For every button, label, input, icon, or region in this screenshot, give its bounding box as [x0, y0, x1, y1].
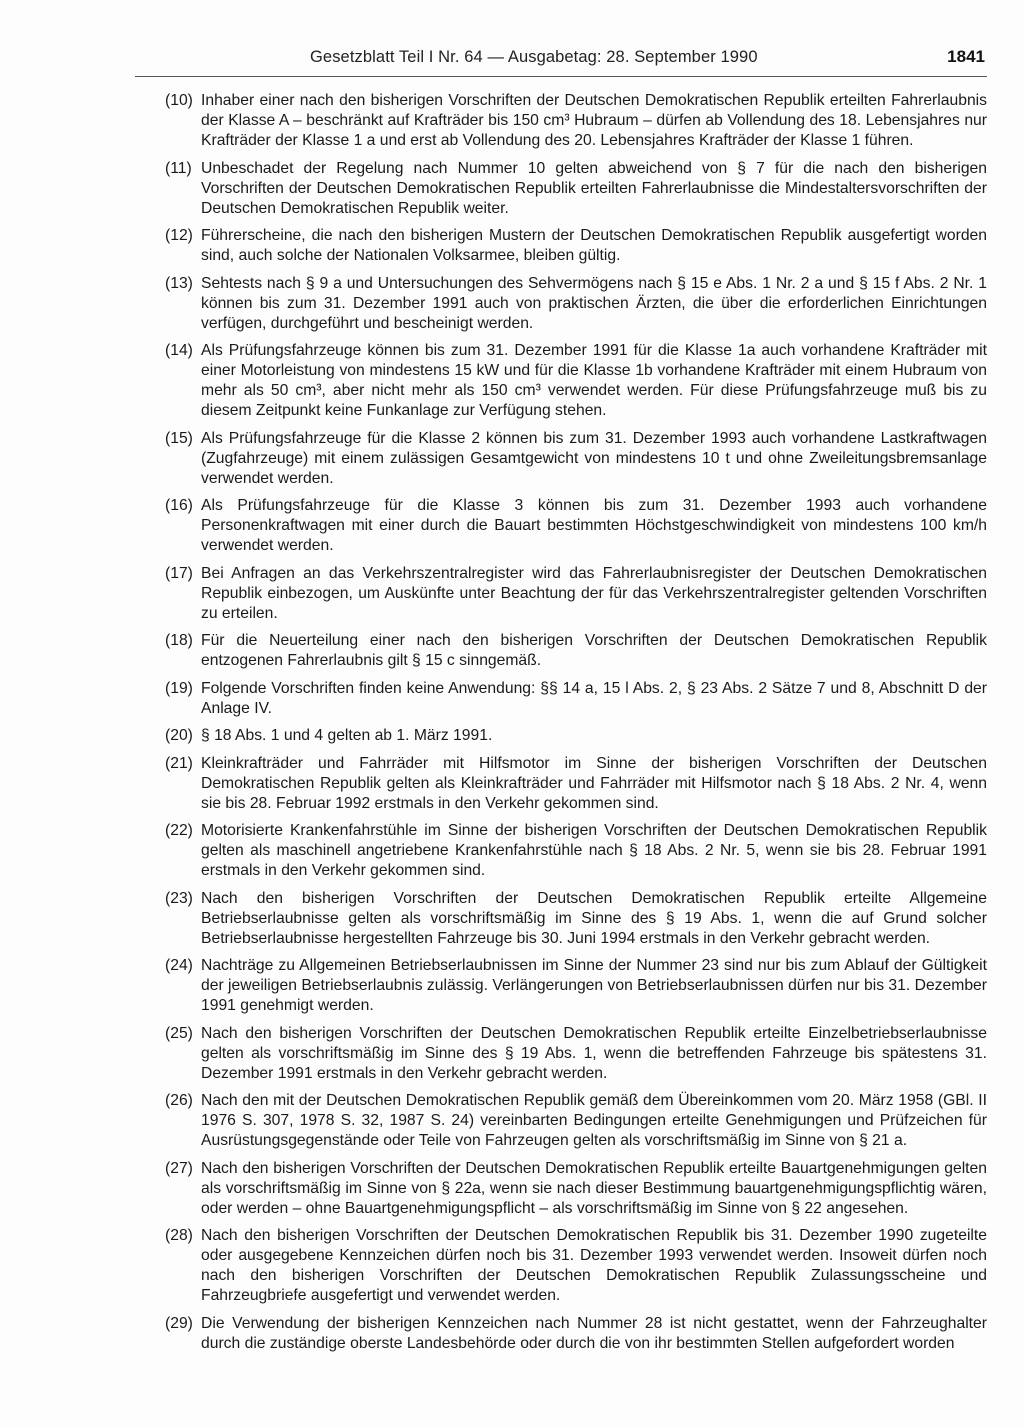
- provision-text: Nach den bisherigen Vorschriften der Deutschen Demokratischen Republik bis 31. Dezember 1990 zugeteilte oder ausgegebene Kennzeichen dürfen noch bis 31. Dezember 1993 verwendet werden. Insoweit dürfen noch nach den bisherigen Vorschriften der Deutschen Demokratischen Republik Zulassungsscheine und Fahrzeugbriefe ausgefertigt und verwendet werden.: [201, 1227, 987, 1304]
- provision-number: (11): [165, 159, 192, 177]
- provision-number: (12): [165, 227, 193, 244]
- provision-item: [165, 1314, 987, 1354]
- provision-item: [165, 226, 987, 266]
- provision-text: Führerscheine, die nach den bisherigen Mustern der Deutschen Demokratischen Republik ausgefertigt worden sind, auch solche der Nationalen Volksarmee, bleiben gültig.: [201, 227, 987, 264]
- provision-item: [165, 1159, 987, 1219]
- provision-number: (14): [165, 342, 193, 359]
- provision-number: (20): [165, 727, 193, 744]
- provision-item: [165, 429, 987, 489]
- provision-item: [165, 91, 987, 151]
- provision-number: (19): [165, 679, 193, 697]
- provision-text: Die Verwendung der bisherigen Kennzeichen nach Nummer 28 ist nicht gestattet, wenn der Fahrzeughalter durch die zuständige oberste Landesbehörde oder durch die von ihr bestimmten Stellen aufgefordert worden: [201, 1314, 987, 1352]
- provision-number: (18): [165, 632, 193, 649]
- provision-item: [165, 631, 987, 671]
- provision-text: Unbeschadet der Regelung nach Nummer 10 gelten abweichend von § 7 für die nach den bisherigen Vorschriften der Deutschen Demokratischen Republik erteilten Fahrerlaubnisse die Mindestaltersvorschriften der Deutschen Demokratischen Republik weiter.: [201, 159, 987, 217]
- provision-text: § 18 Abs. 1 und 4 gelten ab 1. März 1991.: [201, 727, 493, 744]
- provision-text: Nachträge zu Allgemeinen Betriebserlaubnissen im Sinne der Nummer 23 sind nur bis zum Ablauf der Gültigkeit der jeweiligen Betriebserlaubnis zulässig. Verlängerungen von Betriebserlaubnissen dürfen nur bis 31. Dezember 1991 genehmigt werden.: [201, 957, 987, 1014]
- provision-number: (16): [165, 497, 193, 514]
- provision-text: Kleinkrafträder und Fahrräder mit Hilfsmotor im Sinne der bisherigen Vorschriften der Deutschen Demokratischen Republik gelten als Kleinkrafträder und Fahrräder mit Hilfsmotor nach § 18 Abs. 2 Nr. 4, wenn sie bis 28. Februar 1992 erstmals in den Verkehr gekommen sind.: [201, 754, 987, 812]
- provision-item: [165, 726, 987, 746]
- provision-text: Als Prüfungsfahrzeuge für die Klasse 3 können bis zum 31. Dezember 1993 auch vorhandene Personenkraftwagen mit einer durch die Bauart bestimmten Höchstgeschwindigkeit von mindestens 100 km/h verwendet werden.: [201, 497, 987, 554]
- provision-item: [165, 564, 987, 624]
- provision-item: [165, 956, 987, 1016]
- provision-text: Nach den bisherigen Vorschriften der Deutschen Demokratischen Republik erteilte Allgemeine Betriebserlaubnisse gelten als vorschriftsmäßig im Sinne des § 19 Abs. 1, wenn die auf Grund solcher Betriebserlaubnisse hergestellten Fahrzeuge bis 30. Juni 1994 erstmals in den Verkehr gebracht werden.: [201, 889, 987, 947]
- header-title: Gesetzblatt Teil I Nr. 64 — Ausgabetag: 28. September 1990: [310, 48, 758, 66]
- provision-text: Nach den bisherigen Vorschriften der Deutschen Demokratischen Republik erteilte Bauartgenehmigungen gelten als vorschriftsmäßig im Sinne von § 22a, wenn sie nach dieser Bestimmung bauartgenehmigungspflichtig wären, oder werden – ohne Bauartgenehmigungspflicht – als vorschriftsmäßig im Sinne von § 22 angesehen.: [201, 1159, 987, 1217]
- provision-text: Als Prüfungsfahrzeuge können bis zum 31. Dezember 1991 für die Klasse 1a auch vorhandene Krafträder mit einer Motorleistung von mindestens 15 kW und für die Klasse 1b vorhandene Krafträder mit einem Hubraum von mehr als 50 cm³, aber nicht mehr als 150 cm³ verwendet werden. Für diese Prüfungsfahrzeuge muß bis zu diesem Zeitpunkt keine Funkanlage zur Verfügung stehen.: [201, 342, 987, 419]
- provision-number: (24): [165, 957, 193, 974]
- provision-number: (21): [165, 754, 193, 772]
- provision-text: Nach den mit der Deutschen Demokratischen Republik gemäß dem Übereinkommen vom 20. März 1958 (GBl. II 1976 S. 307, 1978 S. 32, 1987 S. 24) vereinbarten Bedingungen erteilte Genehmigungen und Prüfzeichen für Ausrüstungsgegenstände oder Teile von Fahrzeugen gelten als vorschriftsmäßig im Sinne von § 21 a.: [201, 1092, 987, 1149]
- provision-number: (13): [165, 274, 193, 292]
- provision-number: (27): [165, 1159, 193, 1177]
- provision-text: Für die Neuerteilung einer nach den bisherigen Vorschriften der Deutschen Demokratischen Republik entzogenen Fahrerlaubnis gilt § 15 c sinngemäß.: [201, 632, 987, 669]
- provision-number: (17): [165, 564, 193, 582]
- provision-item: [165, 821, 987, 881]
- provision-text: Folgende Vorschriften finden keine Anwendung: §§ 14 a, 15 l Abs. 2, § 23 Abs. 2 Sätze 7 und 8, Abschnitt D der Anlage IV.: [201, 679, 987, 717]
- provision-text: Sehtests nach § 9 a und Untersuchungen des Sehvermögens nach § 15 e Abs. 1 Nr. 2 a und § 15 f Abs. 2 Nr. 1 können bis zum 31. Dezember 1991 auch von praktischen Ärzten, die über die erforderlichen Einrichtungen verfügen, durchgeführt und bescheinigt werden.: [201, 274, 987, 332]
- provision-number: (29): [165, 1314, 193, 1332]
- provision-text: Nach den bisherigen Vorschriften der Deutschen Demokratischen Republik erteilte Einzelbetriebserlaubnisse gelten als vorschriftsmäßig im Sinne des § 19 Abs. 1, wenn die betreffenden Fahrzeuge bis spätestens 31. Dezember 1991 erstmals in den Verkehr gebracht werden.: [201, 1024, 987, 1082]
- provision-number: (22): [165, 822, 193, 839]
- provision-item: [165, 496, 987, 556]
- provision-number: (10): [165, 92, 193, 109]
- provision-item: [165, 274, 987, 334]
- numbered-provisions-list: [165, 91, 987, 1361]
- provision-text: Motorisierte Krankenfahrstühle im Sinne der bisherigen Vorschriften der Deutschen Demokratischen Republik gelten als maschinell angetriebene Krankenfahrstühle nach § 18 Abs. 2 Nr. 5, wenn sie bis 28. Februar 1991 erstmals in den Verkehr gekommen sind.: [201, 822, 987, 879]
- page-number: 1841: [947, 47, 985, 66]
- provision-item: [165, 1024, 987, 1084]
- provision-number: (25): [165, 1024, 193, 1042]
- provision-item: [165, 1226, 987, 1306]
- provision-item: [165, 754, 987, 814]
- provision-item: [165, 889, 987, 949]
- provision-item: [165, 1091, 987, 1151]
- provision-number: (23): [165, 889, 193, 907]
- provision-item: [165, 341, 987, 421]
- provision-number: (26): [165, 1092, 193, 1109]
- provision-number: (15): [165, 429, 193, 447]
- provision-text: Als Prüfungsfahrzeuge für die Klasse 2 können bis zum 31. Dezember 1993 auch vorhandene Lastkraftwagen (Zugfahrzeuge) mit einem zulässigen Gesamtgewicht von mindestens 10 t und ohne Zweileitungsbremsanlage verwendet werden.: [201, 429, 987, 487]
- provision-item: [165, 679, 987, 719]
- provision-number: (28): [165, 1227, 193, 1244]
- provision-item: [165, 159, 987, 219]
- provision-text: Inhaber einer nach den bisherigen Vorschriften der Deutschen Demokratischen Republik erteilten Fahrerlaubnis der Klasse A – beschränkt auf Krafträder bis 150 cm³ Hubraum – dürfen ab Vollendung des 18. Lebensjahres nur Krafträder der Klasse 1 a und erst ab Vollendung des 20. Lebensjahres Krafträder der Klasse 1 führen.: [201, 92, 987, 149]
- provision-text: Bei Anfragen an das Verkehrszentralregister wird das Fahrerlaubnisregister der Deutschen Demokratischen Republik einbezogen, um Auskünfte unter Beachtung der für das Verkehrszentralregister geltenden Vorschriften zu erteilen.: [201, 564, 987, 622]
- page-header: [135, 46, 987, 77]
